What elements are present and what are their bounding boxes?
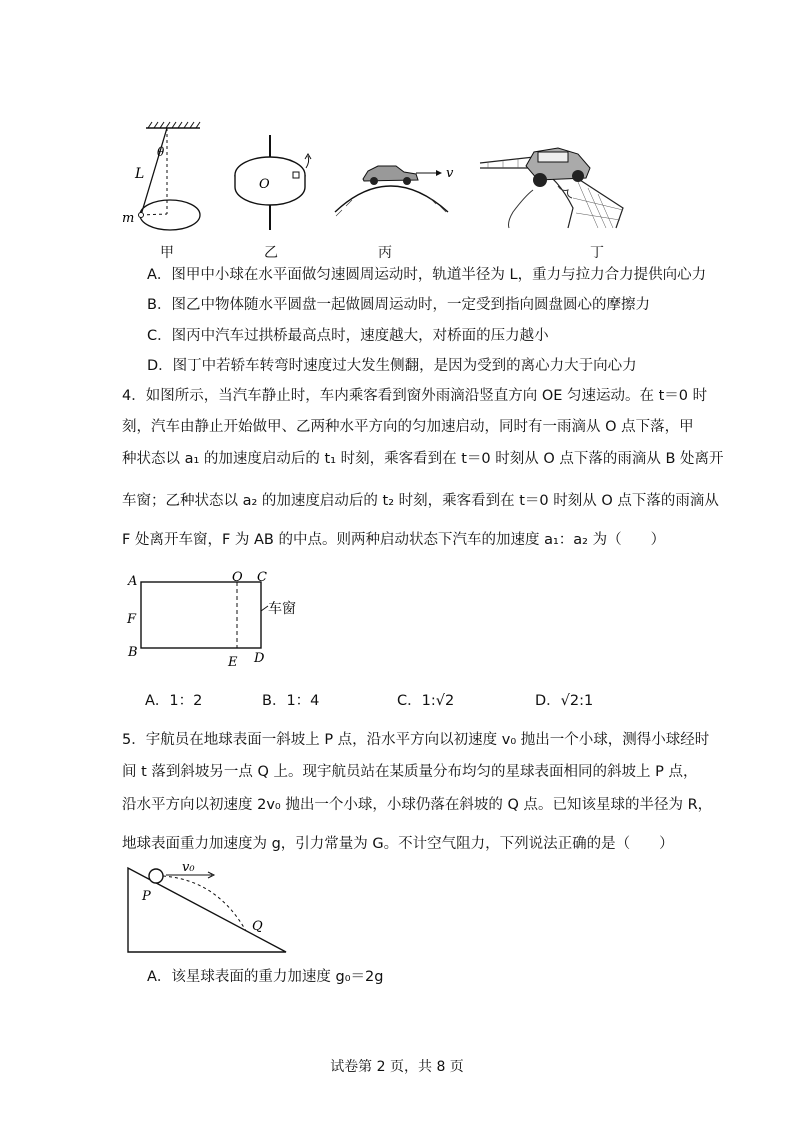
q3-option-c: C．图丙中汽车过拱桥最高点时，速度越大，对桥面的压力越小 xyxy=(147,328,549,344)
figure-yi xyxy=(228,130,323,235)
fig4-label-A: A xyxy=(128,574,138,589)
label-theta: θ xyxy=(157,145,165,159)
q5-line-2: 间 t 落到斜坡另一点 Q 上。现宇航员站在某质量分布均匀的星球表面相同的斜坡上 P 点， xyxy=(122,764,698,780)
q5-line-1: 5．宇航员在地球表面一斜坡上 P 点，沿水平方向以初速度 v₀ 抛出一个小球，测得小球经时 xyxy=(122,732,710,748)
q4-line-1: 4．如图所示，当汽车静止时，车内乘客看到窗外雨滴沿竖直方向 OE 匀速运动。在 t＝0 时 xyxy=(122,388,708,404)
q5-line-3: 沿水平方向以初速度 2v₀ 抛出一个小球，小球仍落在斜坡的 Q 点。已知该星球的半径为 R， xyxy=(122,797,713,813)
fig5-label-v0: v₀ xyxy=(182,860,195,875)
figure-slope xyxy=(122,856,292,956)
fig4-label-E: E xyxy=(228,655,238,670)
q3-option-b: B．图乙中物体随水平圆盘一起做圆周运动时，一定受到指向圆盘圆心的摩擦力 xyxy=(147,297,650,313)
label-O: O xyxy=(259,177,270,192)
fig5-label-Q: Q xyxy=(252,919,263,934)
label-m: m xyxy=(122,211,135,226)
q4-option-a: A．1：2 xyxy=(145,693,203,709)
fig4-label-D: D xyxy=(254,651,265,666)
q4-line-5: F 处离开车窗，F 为 AB 的中点。则两种启动状态下汽车的加速度 a₁：a₂ 为（ ） xyxy=(122,532,666,548)
fig4-label-O: O xyxy=(232,570,243,585)
fig4-label-F: F xyxy=(127,612,137,627)
q4-line-3: 种状态以 a₁ 的加速度启动后的 t₁ 时刻，乘客看到在 t＝0 时刻从 O 点下落的雨滴从 B 处离开 xyxy=(122,451,724,467)
caption-bing: 丙 xyxy=(378,245,392,261)
page-footer: 试卷第 2 页，共 8 页 xyxy=(330,1059,464,1075)
fig4-label-C: C xyxy=(257,570,267,585)
q4-option-c: C．1:√2 xyxy=(397,693,455,709)
fig5-label-P: P xyxy=(142,889,151,904)
figure-car-window xyxy=(122,566,312,672)
q4-line-4: 车窗；乙种状态以 a₂ 的加速度启动后的 t₂ 时刻，乘客看到在 t＝0 时刻从 O 点下落的雨滴从 xyxy=(122,493,719,509)
q4-option-b: B．1：4 xyxy=(262,693,320,709)
q4-option-d: D．√2:1 xyxy=(535,693,594,709)
label-L: L xyxy=(135,166,145,182)
label-v: v xyxy=(446,166,454,181)
figure-ding xyxy=(478,138,628,238)
q5-line-4: 地球表面重力加速度为 g，引力常量为 G。不计空气阻力，下列说法正确的是（ ） xyxy=(122,836,674,852)
fig4-label-B: B xyxy=(128,645,138,660)
figure-jia xyxy=(110,118,220,238)
figure-bing xyxy=(330,150,465,235)
q4-line-2: 刻，汽车由静止开始做甲、乙两种水平方向的匀加速启动，同时有一雨滴从 O 点下落，甲 xyxy=(122,419,694,435)
caption-ding: 丁 xyxy=(590,245,604,261)
caption-jia: 甲 xyxy=(160,245,174,261)
q3-option-d: D．图丁中若轿车转弯时速度过大发生侧翻，是因为受到的离心力大于向心力 xyxy=(147,358,637,374)
q5-option-a: A．该星球表面的重力加速度 g₀＝2g xyxy=(147,969,384,985)
caption-yi: 乙 xyxy=(264,245,278,261)
q3-option-a: A．图甲中小球在水平面做匀速圆周运动时，轨道半径为 L，重力与拉力合力提供向心力 xyxy=(147,267,707,283)
fig4-label-window: 车窗 xyxy=(268,601,296,617)
